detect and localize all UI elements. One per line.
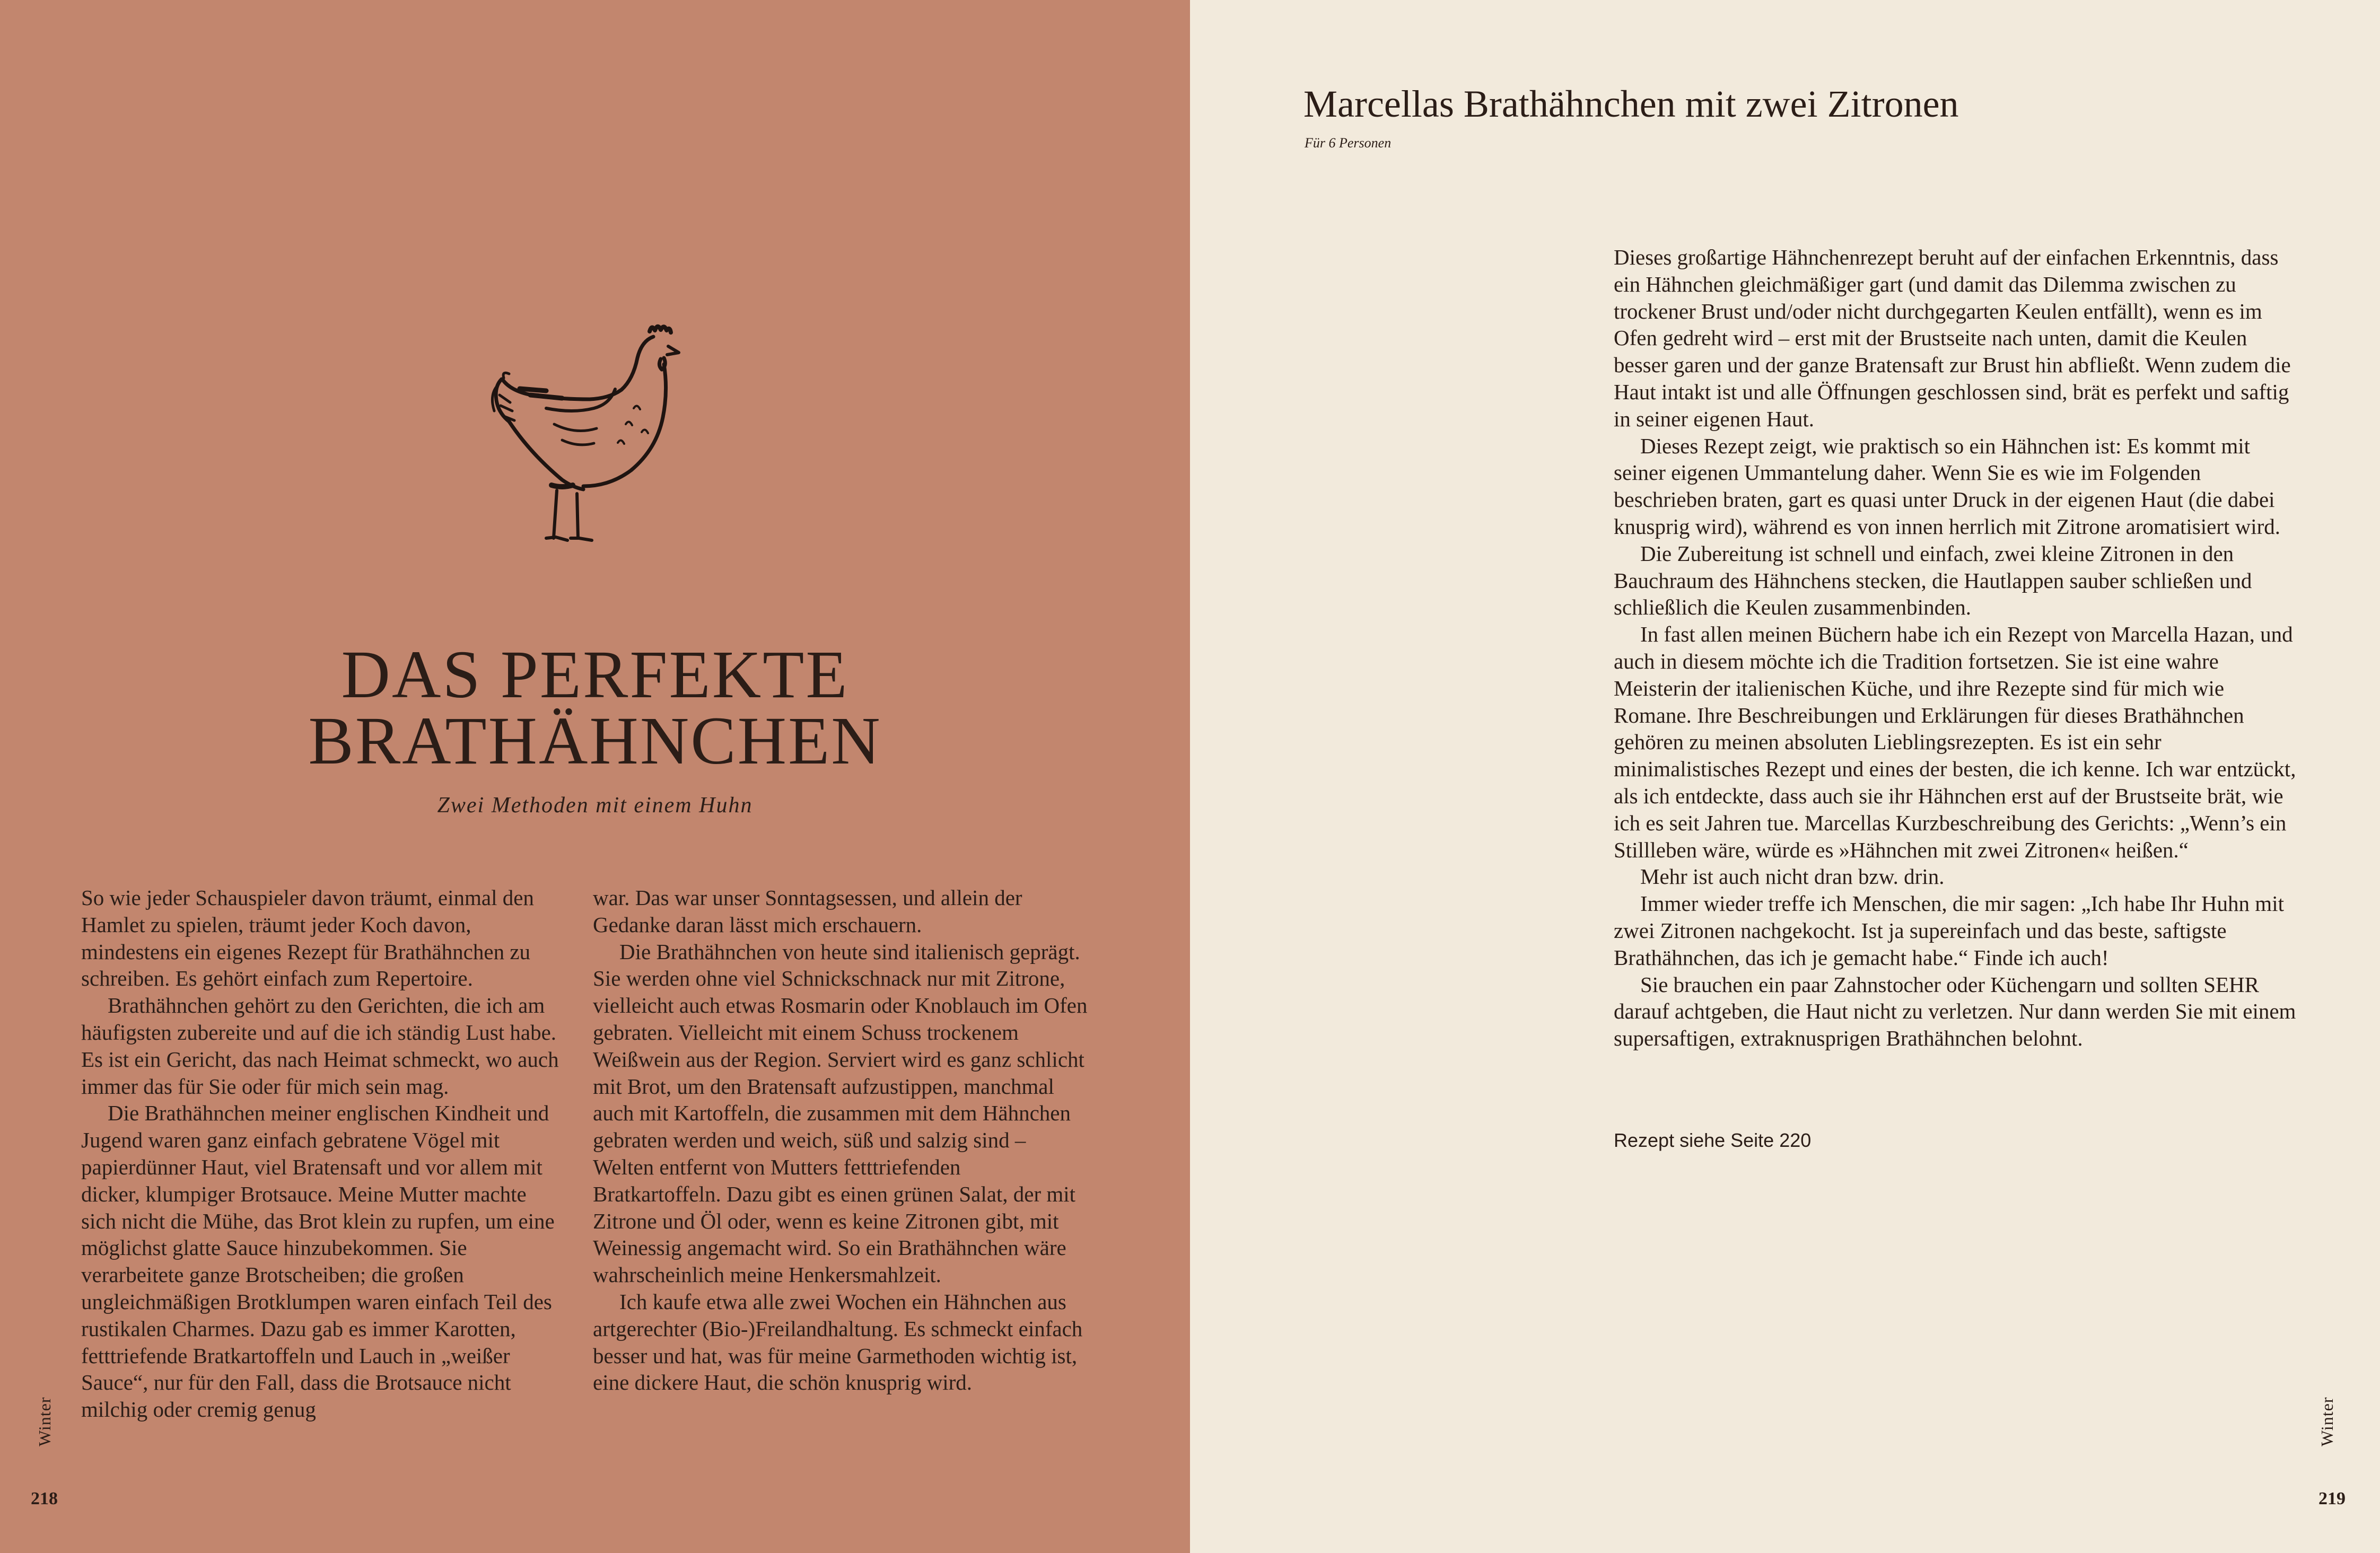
left-column-2 — [593, 884, 1089, 1396]
page-number-right: 219 — [2318, 1489, 2346, 1508]
paragraph: So wie jeder Schauspieler davon träumt, einmal den Hamlet zu spielen, träumt jeder Koch davon, mindestens ein eigenes Rezept für Brathähnchen zu schreiben. Es gehört einfach zum Repertoire. — [81, 885, 534, 991]
chicken-illustration — [467, 315, 695, 554]
paragraph: Dieses großartige Hähnchenrezept beruht auf der einfachen Erkenntnis, dass ein Hähnchen gleichmäßiger gart (und damit das Dilemma zwischen zu trockener Brust und/oder nicht durchgegarten Keulen entfällt), wenn es im Ofen gedreht wird – erst mit der Brustseite nach unten, damit die Keulen besser garen und der ganze Bratensaft zur Brust hin abfließt. Wenn zudem die Haut intakt ist und alle Öffnungen geschlossen sind, brät es perfekt und saftig in seiner eigenen Haut. — [1614, 245, 2291, 431]
running-head-left: Winter — [35, 1397, 54, 1446]
article-subtitle: Zwei Methoden mit einem Huhn — [437, 793, 753, 818]
paragraph: Die Zubereitung ist schnell und einfach, zwei kleine Zitronen in den Bauchraum des Hähnchens stecken, die Hautlappen sauber schließen und schließlich die Keulen zusammenbinden. — [1614, 541, 2252, 620]
recipe-serves: Für 6 Personen — [1305, 135, 1392, 151]
article-title-line-1: DAS PERFEKTE — [341, 637, 849, 712]
paragraph: Die Brathähnchen meiner englischen Kindheit und Jugend waren ganz einfach gebratene Vögel mit papierdünner Haut, viel Bratensaft und vor allem mit dicker, klumpiger Brotsauce. Meine Mutter machte sich nicht die Mühe, das Brot klein zu rupfen, um eine möglichst glatte Sauce hinzubekommen. Sie verarbeitete ganze Brotscheiben; die großen ungleichmäßigen Brotklumpen waren einfach Teil des rustikalen Charmes. Dazu gab es immer Karotten, fetttriefende Bratkartoffeln und Lauch in „weißer Sauce“, nur für den Fall, dass die Brotsauce nicht milchig oder cremig genug — [81, 1101, 555, 1422]
article-title — [0, 637, 1190, 779]
recipe-title: Marcellas Brathähnchen mit zwei Zitronen — [1303, 83, 1959, 125]
paragraph: Sie brauchen ein paar Zahnstocher oder Küchengarn und sollten SEHR darauf achtgeben, die Haut nicht zu verletzen. Nur dann werden Sie mit einem supersaftigen, extraknusprigen Brathähnchen belohnt. — [1614, 972, 2296, 1051]
page-number-left: 218 — [31, 1489, 58, 1508]
running-head-right: Winter — [2317, 1397, 2337, 1446]
recipe-intro-column — [1614, 244, 2303, 1052]
paragraph: Brathähnchen gehört zu den Gerichten, die ich am häufigsten zubereite und auf die ich ständig Lust habe. Es ist ein Gericht, das nach Heimat schmeckt, wo auch immer das für Sie oder für mich sein mag. — [81, 993, 559, 1099]
paragraph: Die Brathähnchen von heute sind italienisch geprägt. Sie werden ohne viel Schnickschnack nur mit Zitrone, vielleicht auch etwas Rosmarin oder Knoblauch im Ofen gebraten. Vielleicht mit einem Schuss trockenem Weißwein aus der Region. Serviert wird es ganz schlicht mit Brot, um den Bratensaft aufzustippen, manchmal auch mit Kartoffeln, die zusammen mit dem Hähnchen gebraten werden und weich, süß und salzig sind – Welten entfernt von Mutters fetttriefenden Bratkartoffeln. Dazu gibt es einen grünen Salat, der mit Zitrone und Öl oder, wenn es keine Zitronen gibt, mit Weinessig angemacht wird. So ein Brathähnchen wäre wahrscheinlich meine Henkersmahlzeit. — [593, 939, 1088, 1287]
left-column-1 — [81, 884, 561, 1423]
paragraph: Ich kaufe etwa alle zwei Wochen ein Hähnchen aus artgerechter (Bio-)Freilandhaltung. Es schmeckt einfach besser und hat, was für meine Garmethoden wichtig ist, eine dickere Haut, die schön knusprig wird. — [593, 1289, 1083, 1395]
article-title-line-2: BRATHÄHNCHEN — [308, 703, 882, 779]
paragraph: In fast allen meinen Büchern habe ich ein Rezept von Marcella Hazan, und auch in diesem möchte ich die Tradition fortsetzen. Sie ist eine wahre Meisterin der italienischen Küche, und ihre Rezepte sind für mich wie Romane. Ihre Beschreibungen und Erklärungen für dieses Brathähnchen gehören zu meinen absoluten Lieblingsrezepten. Es ist ein sehr minimalistisches Rezept und eines der besten, die ich kenne. Ich war entzückt, als ich entdeckte, dass auch sie ihr Hähnchen erst auf der Brustseite brät, wie ich es seit Jahren tue. Marcellas Kurzbeschreibung des Gerichts: „Wenn’s ein Stillleben wäre, würde es »Hähnchen mit zwei Zitronen« heißen.“ — [1614, 622, 2296, 862]
paragraph: Immer wieder treffe ich Menschen, die mir sagen: „Ich habe Ihr Huhn mit zwei Zitronen nachgekocht. Ist ja supereinfach und das beste, saftigste Brathähnchen, das ich je gemacht habe.“ Finde ich auch! — [1614, 891, 2284, 970]
recipe-page-reference: Rezept siehe Seite 220 — [1614, 1129, 1812, 1151]
article-title-block — [0, 637, 1190, 818]
paragraph: war. Das war unser Sonntagsessen, und allein der Gedanke daran lässt mich erschauern. — [593, 885, 1022, 937]
paragraph: Mehr ist auch nicht dran bzw. drin. — [1640, 864, 1945, 889]
paragraph: Dieses Rezept zeigt, wie praktisch so ein Hähnchen ist: Es kommt mit seiner eigenen Ummantelung daher. Wenn Sie es wie im Folgenden beschrieben braten, gart es quasi unter Druck in der eigenen Haut (die dabei knusprig wird), während es von innen herrlich mit Zitrone aromatisiert wird. — [1614, 433, 2281, 539]
